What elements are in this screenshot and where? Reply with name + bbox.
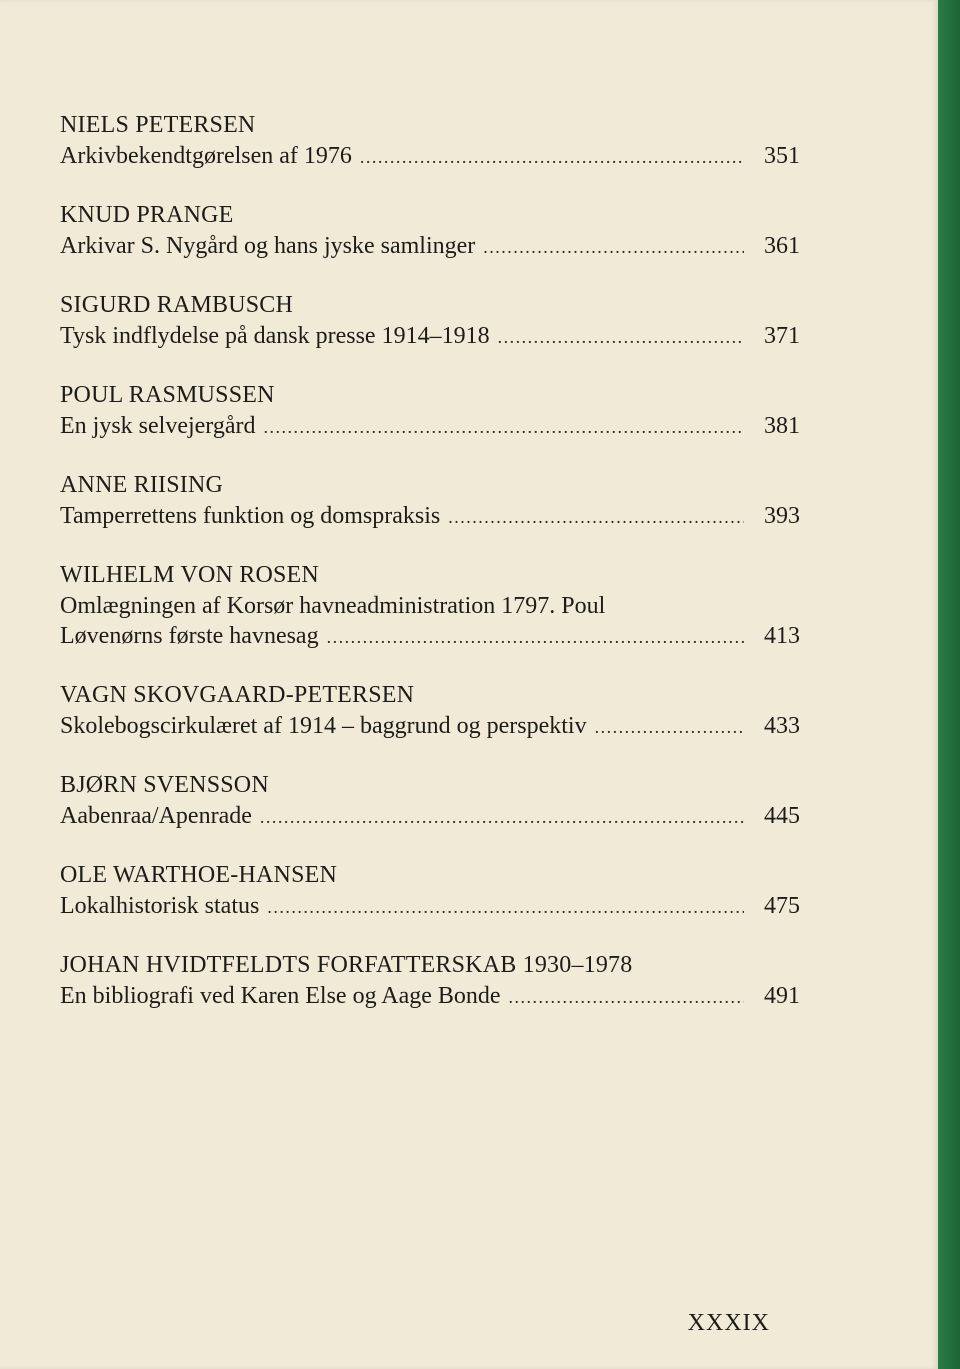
entry-title: Lokalhistorisk status <box>60 893 260 919</box>
entry-title: Arkivar S. Nygård og hans jyske samlinger <box>60 233 476 259</box>
entry-title-line-1: Omlægningen af Korsør havneadministration 1797. Poul <box>60 593 606 619</box>
toc-entry <box>60 950 800 1012</box>
toc-entry <box>60 860 800 922</box>
dot-leader <box>267 892 744 922</box>
dot-leader <box>595 712 744 742</box>
entry-author: KNUD PRANGE <box>60 202 234 228</box>
toc-entry <box>60 770 800 832</box>
entry-page-number: 445 <box>764 803 800 829</box>
entry-title: Arkivbekendtgørelsen af 1976 <box>60 143 352 169</box>
entry-line <box>60 231 800 262</box>
entry-page-number: 393 <box>764 503 800 529</box>
entry-title: Løvenørns første havnesag <box>60 623 319 649</box>
entry-line <box>60 891 800 922</box>
entry-page-number: 475 <box>764 893 800 919</box>
entry-line <box>60 321 800 352</box>
dot-leader <box>498 322 744 352</box>
toc-entry <box>60 680 800 742</box>
entry-author: ANNE RIISING <box>60 472 224 498</box>
page-folio: XXXIX <box>687 1310 770 1336</box>
table-of-contents <box>60 110 800 1040</box>
dot-leader <box>260 802 744 832</box>
entry-line <box>60 981 800 1012</box>
entry-line <box>60 411 800 442</box>
entry-title: En bibliografi ved Karen Else og Aage Bonde <box>60 983 501 1009</box>
toc-entry <box>60 200 800 262</box>
entry-author: WILHELM VON ROSEN <box>60 562 319 588</box>
dot-leader <box>327 622 744 652</box>
dot-leader <box>509 982 744 1012</box>
entry-author: VAGN SKOVGAARD-PETERSEN <box>60 682 415 708</box>
entry-line <box>60 501 800 532</box>
entry-author: SIGURD RAMBUSCH <box>60 292 294 318</box>
entry-page-number: 371 <box>764 323 800 349</box>
entry-page-number: 361 <box>764 233 800 259</box>
entry-author: POUL RASMUSSEN <box>60 382 275 408</box>
toc-entry <box>60 110 800 172</box>
toc-entry <box>60 380 800 442</box>
entry-page-number: 413 <box>764 623 800 649</box>
entry-title: Aabenraa/Apenrade <box>60 803 252 829</box>
entry-title: Skolebogscirkulæret af 1914 – baggrund og perspektiv <box>60 713 587 739</box>
entry-line <box>60 141 800 172</box>
entry-line <box>60 801 800 832</box>
dot-leader <box>360 142 744 172</box>
entry-title: Tamperrettens funktion og domspraksis <box>60 503 441 529</box>
cover-edge <box>938 0 960 1369</box>
entry-line <box>60 621 800 652</box>
dot-leader <box>483 232 744 262</box>
toc-entry <box>60 290 800 352</box>
entry-author: BJØRN SVENSSON <box>60 772 269 798</box>
dot-leader <box>264 412 744 442</box>
toc-entry <box>60 560 800 652</box>
entry-author: JOHAN HVIDTFELDTS FORFATTERSKAB 1930–1978 <box>60 952 633 978</box>
toc-entry <box>60 470 800 532</box>
entry-page-number: 381 <box>764 413 800 439</box>
entry-page-number: 491 <box>764 983 800 1009</box>
entry-page-number: 351 <box>764 143 800 169</box>
dot-leader <box>448 502 744 532</box>
entry-page-number: 433 <box>764 713 800 739</box>
entry-title: Tysk indflydelse på dansk presse 1914–1918 <box>60 323 490 349</box>
entry-title: En jysk selvejergård <box>60 413 256 439</box>
entry-author: NIELS PETERSEN <box>60 112 256 138</box>
entry-author: OLE WARTHOE-HANSEN <box>60 862 338 888</box>
entry-line <box>60 711 800 742</box>
